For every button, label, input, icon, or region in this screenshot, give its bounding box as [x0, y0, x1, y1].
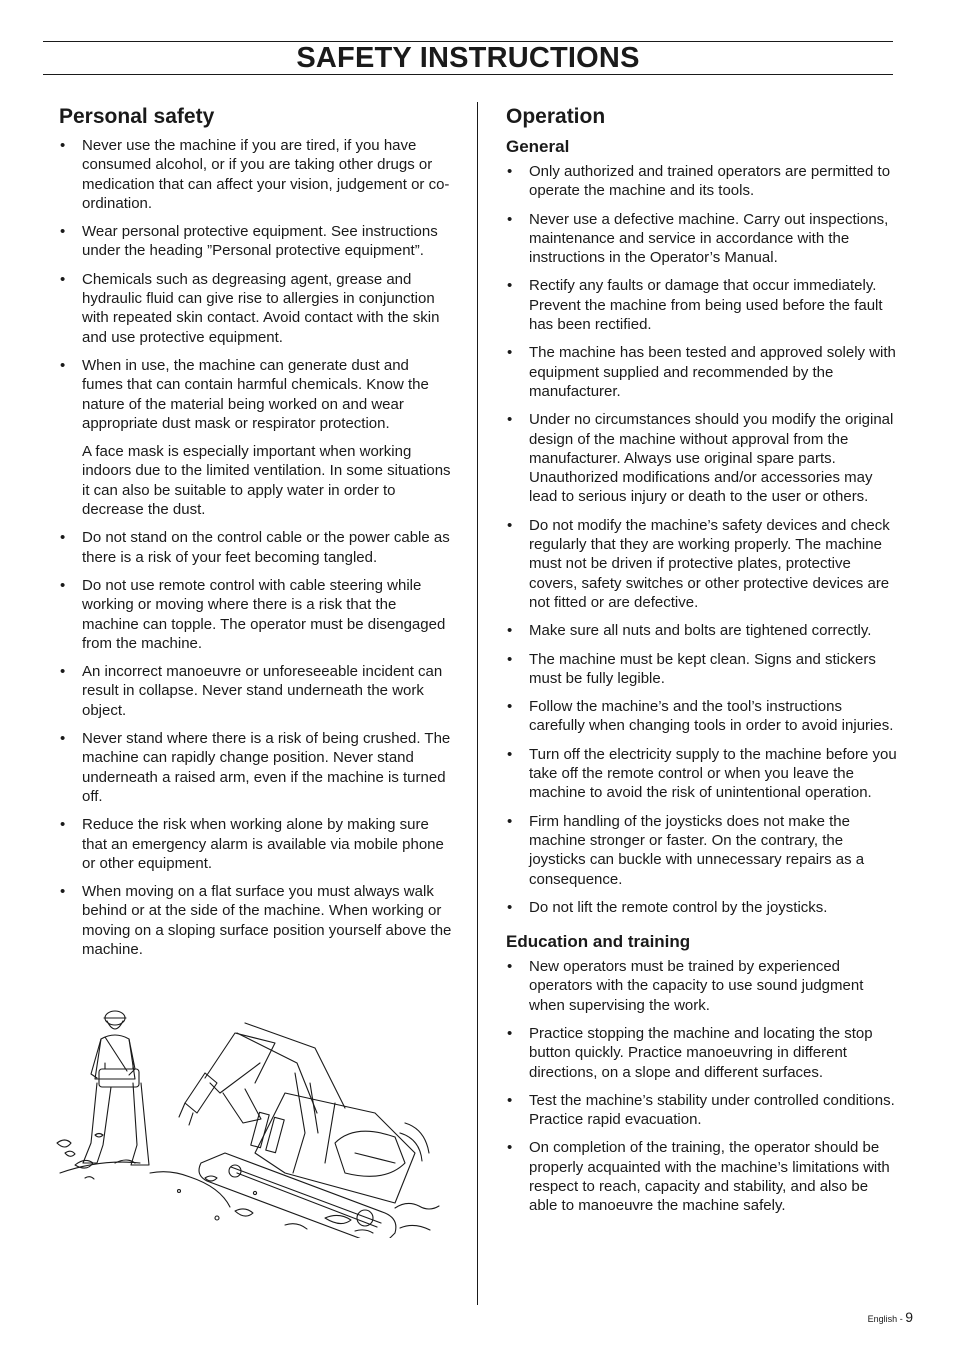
education-heading: Education and training	[506, 932, 691, 952]
bullet: •	[507, 812, 513, 830]
list-item: • Under no circumstances should you modify the original design of the machine without approval from the manufacturer. Always use original spare parts. Unauthorized modifications and/or accessories may lead to serious injury or death to the user or others.	[507, 411, 894, 506]
bullet: •	[507, 898, 513, 916]
bullet: •	[507, 1091, 513, 1109]
column-divider	[477, 102, 478, 1305]
bullet: •	[507, 344, 513, 362]
personal-safety-section	[59, 100, 453, 968]
bullet: •	[60, 816, 66, 834]
bullet: •	[60, 576, 66, 594]
page-title: SAFETY INSTRUCTIONS	[296, 42, 640, 74]
list-item: • The machine must be kept clean. Signs and stickers must be fully legible.	[507, 650, 876, 687]
list-item: • Never use the machine if you are tired, if you have consumed alcohol, or if you are taking other drugs or medication that can affect your vision, judgement or co-ordination.	[60, 137, 450, 212]
bullet: •	[60, 529, 66, 547]
list-item: • Do not stand on the control cable or the power cable as there is a risk of your feet becoming tangled.	[60, 529, 450, 566]
personal-safety-heading: Personal safety	[59, 105, 215, 128]
bullet: •	[60, 137, 66, 154]
bullet: •	[60, 730, 66, 748]
footer-language: English -	[867, 1314, 906, 1324]
bullet: •	[507, 277, 513, 295]
list-item: • Never use a defective machine. Carry out inspections, maintenance and service in accordance with the instructions in the Operator’s Manual.	[507, 210, 889, 267]
bullet: •	[507, 411, 513, 429]
education-list	[506, 957, 900, 1216]
list-item: • Never stand where there is a risk of being crushed. The machine can rapidly change position. Never stand underneath a raised arm, even if the machine is turned off.	[60, 730, 451, 805]
bullet: •	[60, 356, 66, 374]
bullet: •	[507, 1024, 513, 1042]
list-item: • Do not modify the machine’s safety devices and check regularly that they are working properly. The machine must not be driven if protective plates, protective covers, safety switches or other protective devices are not fitted or are defective.	[507, 516, 890, 611]
list-item: • The machine has been tested and approved solely with equipment supplied and recommended by the manufacturer.	[507, 344, 896, 400]
bullet: •	[507, 650, 513, 668]
page-number: 9	[905, 1309, 913, 1325]
operation-heading: Operation	[506, 105, 606, 128]
list-item: • New operators must be trained by experienced operators with the capacity to use sound judgment when supervising the work.	[507, 958, 864, 1014]
list-item: • Firm handling of the joysticks does not make the machine stronger or faster. On the contrary, the joysticks can buckle with unnecessary repairs as a consequence.	[507, 812, 865, 888]
operation-section	[506, 100, 900, 1225]
general-list	[506, 162, 900, 917]
list-item-continuation: A face mask is especially important when working indoors due to the limited ventilation. In some situations it can also be suitable to apply water in order to decrease the dust.	[82, 443, 451, 519]
bullet: •	[507, 210, 513, 228]
list-item: • Make sure all nuts and bolts are tightened correctly.	[507, 622, 872, 640]
bullet: •	[507, 516, 513, 534]
list-item: • On completion of the training, the operator should be properly acquainted with the machine’s limitations with respect to reach, capacity and stability, and also be able to manoeuvre the machine safely.	[507, 1139, 890, 1215]
bullet: •	[60, 270, 66, 288]
bullet: •	[507, 622, 513, 640]
operator-machine-illustration	[55, 1003, 445, 1238]
list-item: • Reduce the risk when working alone by making sure that an emergency alarm is available via mobile phone or other equipment.	[60, 816, 444, 872]
bullet: •	[507, 698, 513, 716]
list-item: • Wear personal protective equipment. See instructions under the heading ”Personal protective equipment”.	[60, 223, 438, 260]
list-item: • Follow the machine’s and the tool’s instructions carefully when changing tools in order to avoid injuries.	[507, 698, 894, 735]
list-item: • Rectify any faults or damage that occur immediately. Prevent the machine from being used before the fault has been rectified.	[507, 277, 883, 334]
bullet: •	[60, 663, 66, 681]
list-item: • Turn off the electricity supply to the machine before you take off the remote control or when you leave the machine to avoid the risk of unintentional operation.	[507, 745, 897, 802]
bullet: •	[507, 745, 513, 763]
list-item: • An incorrect manoeuvre or unforeseeable incident can result in collapse. Never stand underneath the work object.	[60, 663, 443, 719]
list-item: • When moving on a flat surface you must always walk behind or at the side of the machine. When working or moving on a sloping surface position yourself above the machine.	[60, 883, 452, 958]
list-item: • Test the machine’s stability under controlled conditions. Practice rapid evacuation.	[507, 1091, 895, 1129]
list-item: • Do not lift the remote control by the joysticks.	[507, 898, 828, 916]
page-footer	[868, 1309, 913, 1325]
general-heading: General	[506, 137, 570, 156]
list-item: • Do not use remote control with cable steering while working or moving where there is a risk that the machine can topple. The operator must be disengaged from the machine.	[60, 576, 446, 652]
bullet: •	[60, 223, 66, 241]
list-item: • Only authorized and trained operators are permitted to operate the machine and its tools.	[507, 163, 891, 200]
bullet: •	[507, 163, 513, 180]
list-item: • Practice stopping the machine and locating the stop button quickly. Practice manoeuvring in different directions, on a slope and different surfaces.	[507, 1024, 873, 1081]
list-item: • When in use, the machine can generate dust and fumes that can contain harmful chemicals. Know the nature of the material being worked on and wear appropriate dust mask or respirator protection. A face mask is especially important when working indoors due to the limited ventilation. In some situations it can also be suitable to apply water in order to decrease the dust.	[59, 356, 453, 519]
bullet: •	[507, 958, 513, 976]
bullet: •	[507, 1139, 513, 1157]
list-item: • Chemicals such as degreasing agent, grease and hydraulic fluid can give rise to allergies in conjunction with repeated skin contact. Avoid contact with the skin and use protective equipment.	[60, 270, 440, 346]
header-rule-bottom	[43, 74, 893, 75]
bullet: •	[60, 883, 66, 901]
personal-safety-list	[59, 136, 453, 959]
